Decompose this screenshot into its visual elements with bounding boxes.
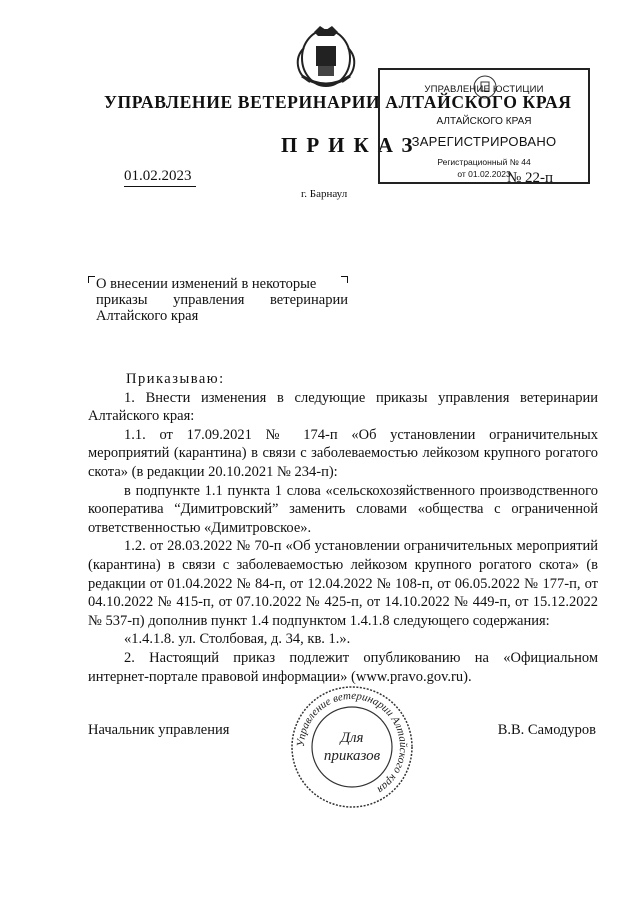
coat-of-arms-emblem [290,18,362,90]
subject-line-3: Алтайского края [96,308,199,324]
organization-title: УПРАВЛЕНИЕ ВЕТЕРИНАРИИ АЛТАЙСКОГО КРАЯ [104,92,572,112]
document-number: № 22-п [507,170,554,186]
document-body [88,370,598,686]
body-paragraph-1-1: 1.1. от 17.09.2021 № 174-п «Об установлении ограничительных мероприятий (карантина) в связи с заболеваемостью лейкозом крупного рогатого скота» (в редакции 20.10.2021 № 234-п): [88,426,598,480]
subject-line-2: приказы управления ветеринарии [96,292,348,308]
subject-corner-right [341,276,348,283]
seal-ring-text: Управление ветеринарии Алтайского края [294,689,410,796]
document-city: г. Барнаул [301,188,348,200]
stamp-reg-number: Регистрационный № 44 [437,157,531,167]
round-seal-stamp [289,684,415,810]
body-paragraph-1: 1. Внести изменения в следующие приказы управления ветеринарии Алтайского края: [88,389,598,425]
body-paragraph-1-2-amend: «1.4.1.8. ул. Столбовая, д. 34, кв. 1.». [124,631,351,648]
registration-stamp [378,68,590,184]
stamp-agency: УПРАВЛЕНИЕ ЮСТИЦИИ [424,84,544,95]
stamp-region: АЛТАЙСКОГО КРАЯ [436,116,532,127]
signatory-position: Начальник управления [88,722,230,738]
subject-line-1: О внесении изменений в некоторые [96,276,317,292]
body-paragraph-1-2: 1.2. от 28.03.2022 № 70-п «Об установлении ограничительных мероприятий (карантина) в связи с заболеваемостью лейкозом крупного рогатого скота» (в редакции от 01.04.2022 № 84-п, от 12.04.2022 № 108-п, от 06.05.2022 № 177-п, от 04.10.2022 № 415-п, от 07.10.2022 № 425-п, от 14.10.2022 № 449-п, от 15.12.2022 № 537-п) дополнив пункт 1.4 подпунктом 1.4.1.8 следующего содержания: [88,538,598,629]
seal-center-line-2: приказов [323,748,381,764]
document-type-title: ПРИКАЗ [281,133,422,157]
document-subject [96,276,348,324]
stamp-reg-date: от 01.02.2023 [457,169,511,179]
subject-corner-left [88,276,95,283]
body-paragraph-1-1-amend: в подпункте 1.1 пункта 1 слова «сельскохозяйственного производственного кооператива “Димитровский” заменить словами «общества с ограниченной ответственностью «Димитровское». [88,482,598,536]
body-opening: Приказываю: [126,371,225,387]
signatory-name: В.В. Самодуров [497,722,596,738]
stamp-status: ЗАРЕГИСТРИРОВАНО [411,134,557,149]
seal-center-line-1: Для [340,730,364,746]
body-paragraph-2: 2. Настоящий приказ подлежит опубликованию на «Официальном интернет-портале правовой информации» (www.pravo.gov.ru). [88,649,598,685]
document-date: 01.02.2023 [124,168,196,187]
